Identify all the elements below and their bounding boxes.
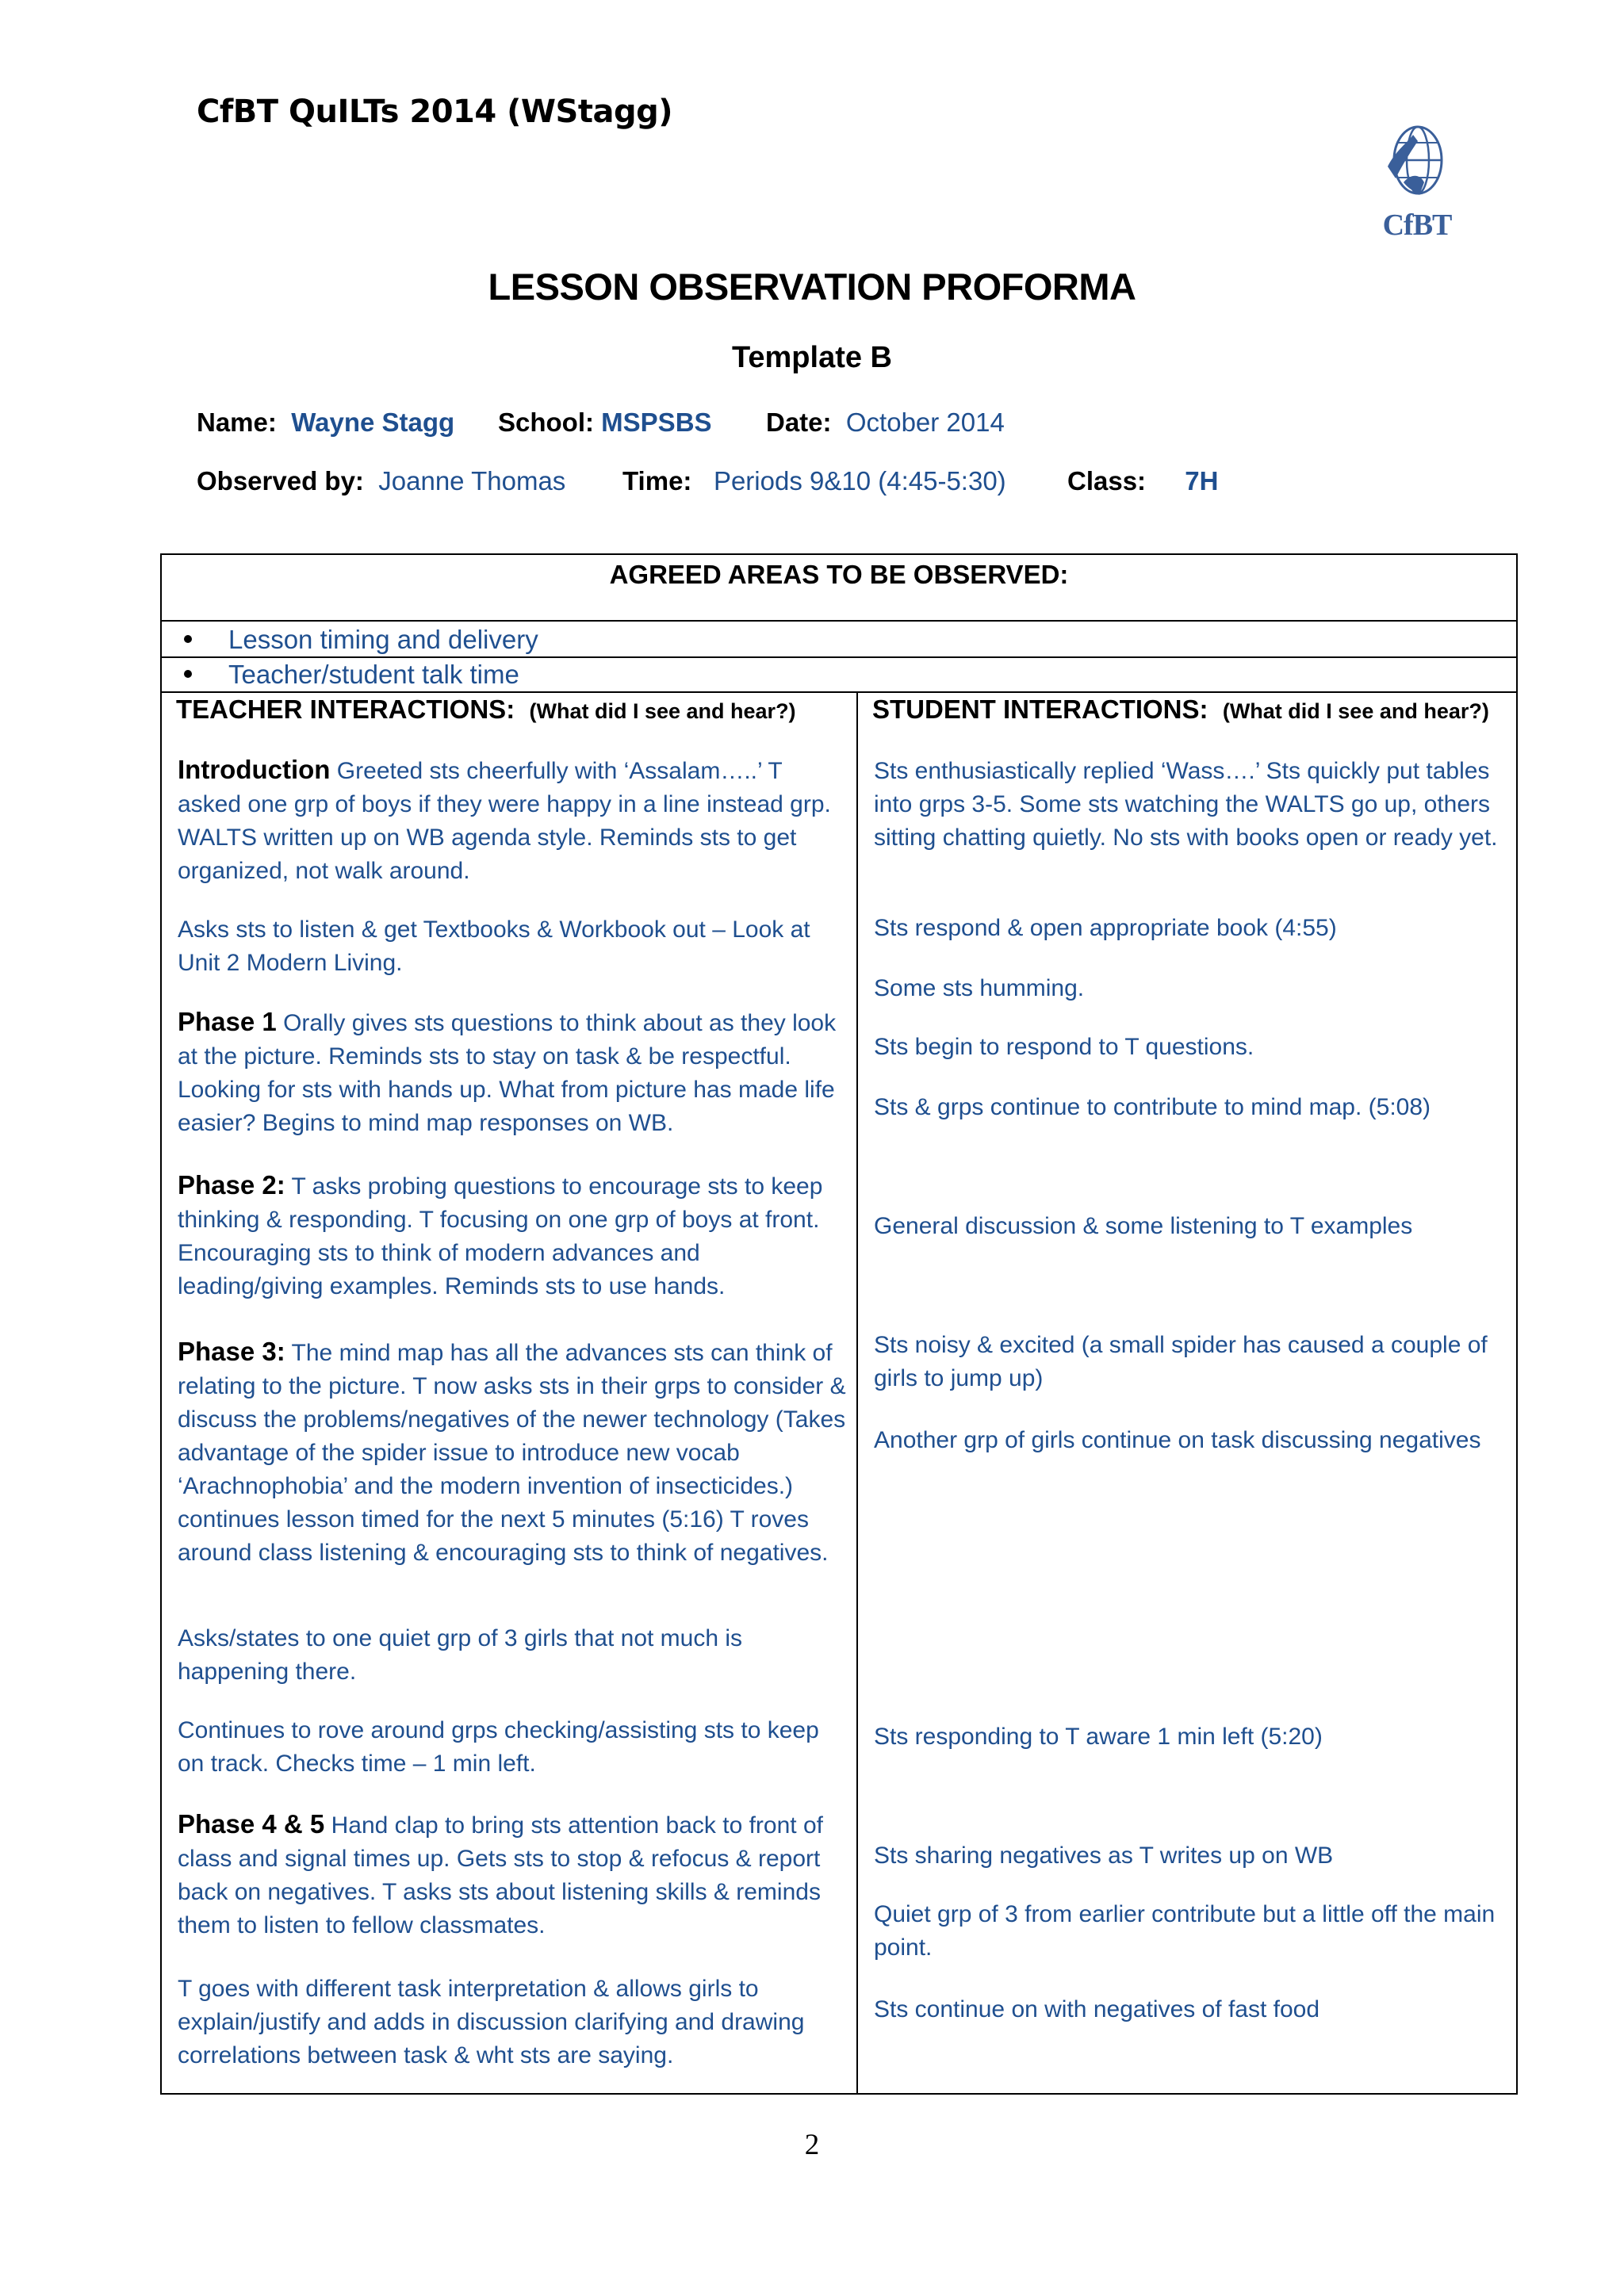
school-field bbox=[498, 408, 712, 438]
page-number: 2 bbox=[804, 2129, 820, 2161]
teacher-note: T goes with different task interpretation & allows girls to explain/justify and adds in discussion clarifying and drawing correlations between task & wht sts are saying. bbox=[178, 1976, 805, 2068]
teacher-note: Phase 2: T asks probing questions to encourage sts to keep thinking & responding. T focusing on one grp of boys at front. Encouraging sts to think of modern advances and leading/giving examples. Reminds sts to use hands. bbox=[178, 1170, 823, 1299]
class-field bbox=[1067, 466, 1218, 496]
school-label: School: bbox=[498, 408, 594, 437]
student-note: Some sts humming. bbox=[874, 975, 1085, 1001]
teacher-note: Phase 3: The mind map has all the advances sts can think of relating to the picture. T now asks sts in their grps to consider & discuss the problems/negatives of the newer technology (Takes advantage of the spider issue to introduce new vocab ‘Arachnophobia’ and the modern invention of insecticides.) continues lesson timed for the next 5 minutes (5:16) T roves around class listening & encouraging sts to think of negatives. bbox=[178, 1337, 846, 1566]
teacher-note: Introduction Greeted sts cheerfully with ‘Assalam…..’ T asked one grp of boys if they were happy in a line instead grp. WALTS written up on WB agenda style. Reminds sts to get organized, not walk around. bbox=[178, 755, 831, 884]
observation-table bbox=[160, 553, 1518, 2095]
divider bbox=[162, 691, 1516, 693]
divider bbox=[162, 656, 1516, 658]
bullet-icon bbox=[184, 635, 192, 643]
date-value: October 2014 bbox=[845, 408, 1005, 437]
observed-value: Joanne Thomas bbox=[378, 466, 566, 496]
teacher-note: Phase 1 Orally gives sts questions to think about as they look at the picture. Reminds sts to stay on task & be respectful. Looking for sts with hands up. What from picture has made life easier? Begins to mind map responses on WB. bbox=[178, 1007, 837, 1136]
teacher-note: Continues to rove around grps checking/assisting sts to keep on track. Checks time – 1 min left. bbox=[178, 1717, 819, 1777]
document-subtitle: Template B bbox=[731, 341, 892, 374]
meta-row-1 bbox=[197, 408, 454, 438]
class-label: Class: bbox=[1067, 466, 1147, 496]
teacher-note: Asks/states to one quiet grp of 3 girls that not much is happening there. bbox=[178, 1625, 743, 1685]
student-note: Sts respond & open appropriate book (4:55) bbox=[874, 915, 1337, 941]
name-value: Wayne Stagg bbox=[291, 408, 455, 437]
bullet-icon bbox=[184, 670, 192, 678]
header-title: CfBT QuILTs 2014 (WStagg) bbox=[197, 94, 673, 130]
student-note: Sts continue on with negatives of fast food bbox=[874, 1996, 1320, 2022]
agreed-areas-heading: AGREED AREAS TO BE OBSERVED: bbox=[609, 560, 1069, 589]
date-field bbox=[766, 408, 1005, 438]
time-field bbox=[622, 466, 1006, 496]
student-note: Another grp of girls continue on task discussing negatives bbox=[874, 1427, 1481, 1453]
name-label: Name: bbox=[197, 408, 277, 437]
cfbt-logo bbox=[1372, 119, 1459, 246]
student-note: General discussion & some listening to T examples bbox=[874, 1213, 1413, 1239]
student-note: Sts enthusiastically replied ‘Wass….’ Sts quickly put tables into grps 3-5. Some sts watching the WALTS go up, others sitting chatting quietly. No sts with books open or ready yet. bbox=[874, 758, 1498, 851]
logo-text: CfBT bbox=[1382, 209, 1452, 242]
student-note: Sts begin to respond to T questions. bbox=[874, 1034, 1254, 1060]
teacher-note: Asks sts to listen & get Textbooks & Workbook out – Look at Unit 2 Modern Living. bbox=[178, 916, 810, 976]
globe-icon bbox=[1372, 119, 1459, 210]
divider bbox=[162, 620, 1516, 622]
document-title: LESSON OBSERVATION PROFORMA bbox=[488, 266, 1136, 308]
observed-label: Observed by: bbox=[197, 466, 364, 496]
area-item: Teacher/student talk time bbox=[184, 660, 519, 690]
time-label: Time: bbox=[622, 466, 692, 496]
date-label: Date: bbox=[766, 408, 832, 437]
student-note: Sts sharing negatives as T writes up on WB bbox=[874, 1843, 1334, 1869]
observed-field bbox=[197, 466, 565, 496]
student-note: Sts & grps continue to contribute to mind map. (5:08) bbox=[874, 1094, 1431, 1120]
class-value: 7H bbox=[1185, 466, 1219, 496]
teacher-note: Phase 4 & 5 Hand clap to bring sts attention back to front of class and signal times up. Gets sts to stop & refocus & report back on negatives. T asks sts about listening skills & reminds them to listen to fellow classmates. bbox=[178, 1809, 823, 1938]
school-value: MSPSBS bbox=[601, 408, 712, 437]
area-item: Lesson timing and delivery bbox=[184, 625, 538, 655]
teacher-heading: TEACHER INTERACTIONS: (What did I see and hear?) bbox=[176, 695, 796, 724]
student-note: Sts noisy & excited (a small spider has caused a couple of girls to jump up) bbox=[874, 1332, 1488, 1391]
student-heading: STUDENT INTERACTIONS: (What did I see and hear?) bbox=[872, 695, 1489, 724]
student-note: Sts responding to T aware 1 min left (5:20) bbox=[874, 1724, 1323, 1750]
column-divider bbox=[856, 691, 858, 2093]
student-note: Quiet grp of 3 from earlier contribute but a little off the main point. bbox=[874, 1901, 1496, 1961]
time-value: Periods 9&10 (4:45-5:30) bbox=[713, 466, 1006, 496]
